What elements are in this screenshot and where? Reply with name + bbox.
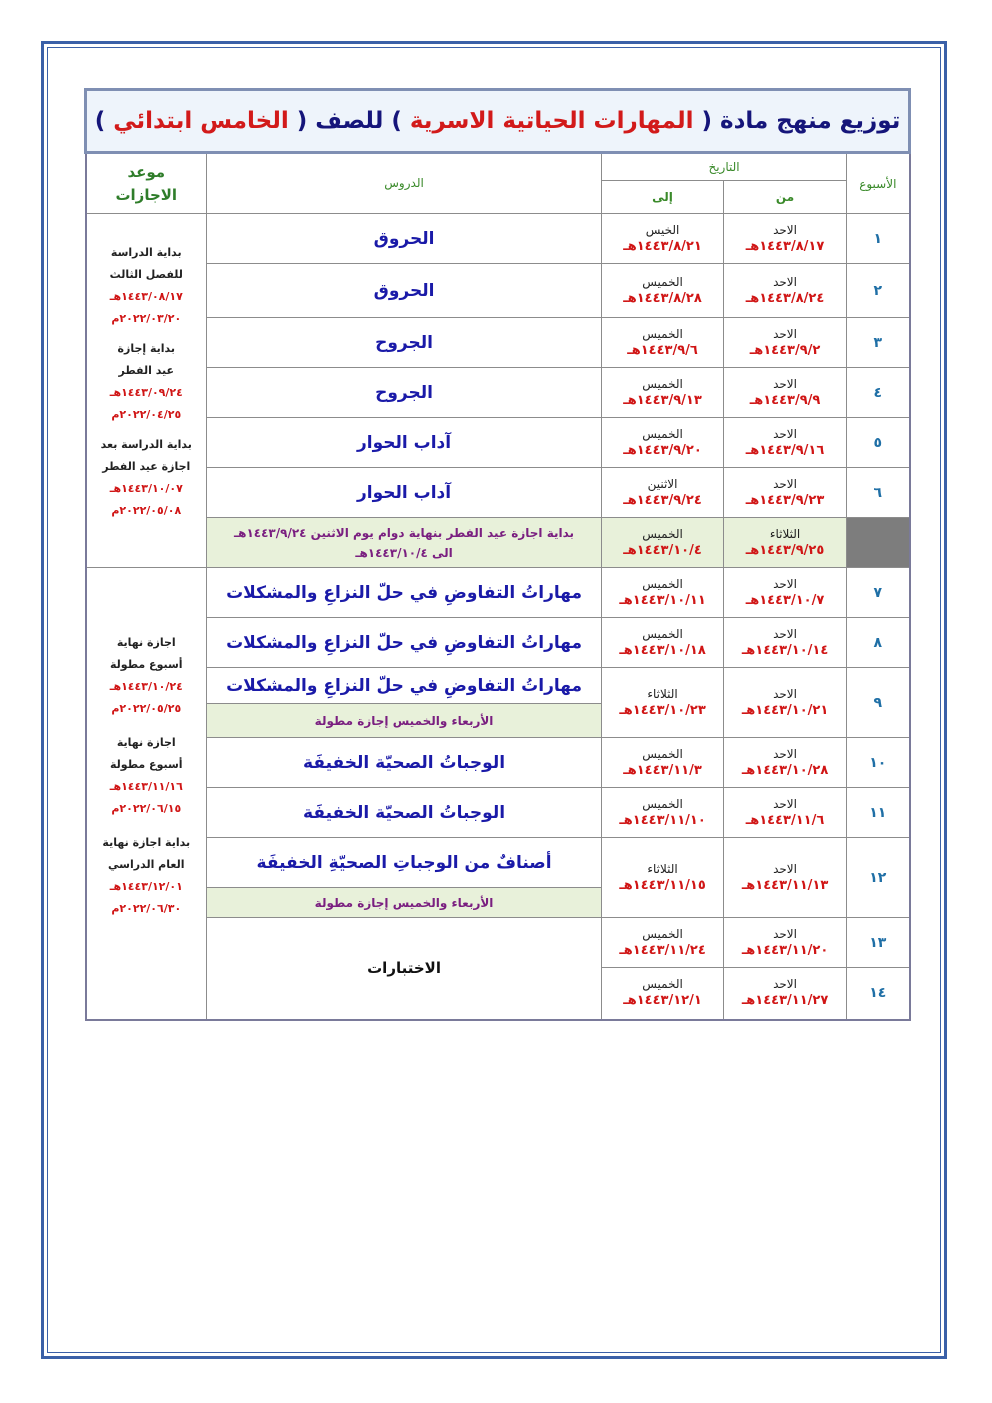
from-day: الاحد: [773, 746, 797, 761]
gray-cell: [847, 518, 910, 568]
vac-date: ٢٠٢٢/٠٣/٢٠م: [111, 312, 182, 325]
from-date: ١٤٤٣/٨/١٧هـ: [745, 238, 825, 254]
from-day: الاحد: [773, 977, 797, 992]
from-day: الاحد: [773, 686, 797, 701]
week-number: ١٢: [847, 838, 910, 918]
to-day: الخميس: [642, 376, 683, 391]
vac-text: أسبوع مطولة: [110, 658, 183, 671]
week-number: ٤: [847, 368, 910, 418]
vac-text: للفصل الثالث: [109, 268, 183, 281]
vac-text: بداية اجازة نهاية: [102, 836, 191, 849]
from-cell: [724, 838, 847, 918]
to-cell: [602, 838, 724, 918]
week-number: ٢: [847, 264, 910, 318]
from-cell: [724, 214, 847, 264]
vac-date: ١٤٤٣/١١/١٦هـ: [109, 780, 183, 793]
table-row: [86, 318, 910, 368]
eid-break-note: [207, 518, 602, 568]
from-date: ١٤٤٣/٩/١٦هـ: [745, 442, 825, 458]
vac-date: ١٤٤٣/٠٩/٢٤هـ: [109, 386, 183, 399]
lesson: الحروق: [207, 214, 602, 264]
to-date: ١٤٤٣/٩/٢٠هـ: [623, 442, 702, 458]
header-vacations-line1: موعد: [127, 162, 166, 181]
eid-break-line2: الى ١٤٤٣/١٠/٤هـ: [355, 545, 453, 560]
curriculum-table-wrapper: [84, 88, 908, 1022]
from-cell: [724, 968, 847, 1020]
to-cell: [602, 418, 724, 468]
week-number: ٣: [847, 318, 910, 368]
vac-date: ١٤٤٣/١٢/٠١هـ: [109, 880, 183, 893]
from-day: الاحد: [773, 926, 797, 941]
vac-date: ٢٠٢٢/٠٥/٢٥م: [111, 702, 182, 715]
to-day: الخميس: [642, 746, 683, 761]
from-date: ١٤٤٣/٨/٢٤هـ: [745, 290, 825, 306]
from-day: الاحد: [773, 274, 797, 289]
header-to: إلى: [602, 181, 724, 214]
header-week: الأسبوع: [847, 153, 910, 214]
from-date: ١٤٤٣/١٠/٢٨هـ: [741, 762, 829, 778]
eid-break-line1: بداية اجازة عيد الفطر بنهاية دوام يوم الاثنين ١٤٤٣/٩/٢٤هـ: [234, 525, 575, 540]
lesson: الوجباتُ الصحيّة الخفيفَة: [207, 738, 602, 788]
from-day: الاحد: [773, 426, 797, 441]
to-day: الخميس: [642, 796, 683, 811]
from-cell: [724, 568, 847, 618]
from-day: الاحد: [773, 796, 797, 811]
vac-date: ١٤٤٣/١٠/٠٧هـ: [109, 482, 183, 495]
lesson: الحروق: [207, 264, 602, 318]
header-vacations-line2: الاجازات: [115, 185, 178, 204]
to-date: ١٤٤٣/١١/٢٤هـ: [619, 942, 706, 958]
table-row: [86, 738, 910, 788]
to-cell: [602, 214, 724, 264]
from-cell: [724, 418, 847, 468]
eid-break-row: [86, 518, 910, 568]
to-day: الخميس: [642, 274, 683, 289]
to-cell: [602, 518, 724, 568]
table-row: [86, 568, 910, 618]
from-day: الاحد: [773, 861, 797, 876]
table-row: [86, 214, 910, 264]
to-date: ١٤٤٣/٨/٢٨هـ: [623, 290, 702, 306]
to-date: ١٤٤٣/٩/٦هـ: [627, 342, 698, 358]
from-date: ١٤٤٣/١٠/٢١هـ: [741, 702, 829, 718]
table-row: [86, 668, 910, 704]
vac-date: ٢٠٢٢/٠٥/٠٨م: [111, 504, 182, 517]
vac-date: ١٤٤٣/١٠/٢٤هـ: [109, 680, 183, 693]
week-number: ١٤: [847, 968, 910, 1020]
vac-text: العام الدراسي: [108, 858, 185, 871]
lesson: الجروح: [207, 318, 602, 368]
to-date: ١٤٤٣/٩/١٣هـ: [623, 392, 702, 408]
to-cell: [602, 618, 724, 668]
from-date: ١٤٤٣/١١/٢٧هـ: [741, 993, 829, 1009]
to-cell: [602, 738, 724, 788]
to-cell: [602, 318, 724, 368]
table-row: [86, 838, 910, 888]
table-row: [86, 618, 910, 668]
from-cell: [724, 788, 847, 838]
vac-text: بداية الدراسة: [110, 246, 182, 259]
week-number: ١: [847, 214, 910, 264]
title-suffix: ): [94, 108, 114, 134]
from-cell: [724, 318, 847, 368]
to-day: الثلاثاء: [647, 686, 678, 701]
vacations-bottom: [86, 568, 207, 1020]
to-cell: [602, 968, 724, 1020]
vacations-top: [86, 214, 207, 568]
from-cell: [724, 264, 847, 318]
header-vacations: [86, 153, 207, 214]
week-number: ٥: [847, 418, 910, 468]
to-date: ١٤٤٣/١١/١٠هـ: [619, 812, 706, 828]
table-row: [86, 418, 910, 468]
from-day: الثلاثاء: [769, 526, 801, 541]
from-day: الاحد: [773, 376, 797, 391]
lesson: مهاراتُ التفاوضِ في حلّ النزاعِ والمشكلات: [207, 618, 602, 668]
to-cell: [602, 368, 724, 418]
to-day: الخميس: [642, 526, 683, 541]
holiday-note: الأربعاء والخميس إجازة مطولة: [207, 888, 602, 918]
to-cell: [602, 918, 724, 968]
vac-text: أسبوع مطولة: [110, 758, 183, 771]
from-cell: [724, 518, 847, 568]
exams-label: الاختبارات: [207, 918, 602, 1020]
vac-text: اجازة عيد الفطر: [102, 460, 191, 473]
from-day: الاحد: [773, 576, 797, 591]
lesson: آداب الحوار: [207, 418, 602, 468]
lesson: الوجباتُ الصحيّة الخفيفَة: [207, 788, 602, 838]
week-number: ١٠: [847, 738, 910, 788]
curriculum-table: [84, 88, 911, 1021]
to-cell: [602, 468, 724, 518]
from-date: ١٤٤٣/١٠/٧هـ: [745, 592, 825, 608]
to-cell: [602, 264, 724, 318]
header-lessons: الدروس: [207, 153, 602, 214]
week-number: ١٣: [847, 918, 910, 968]
vac-date: ٢٠٢٢/٠٤/٢٥م: [111, 408, 182, 421]
to-cell: [602, 668, 724, 738]
from-date: ١٤٤٣/٩/٢٥هـ: [745, 542, 825, 558]
from-day: الاحد: [773, 222, 797, 237]
header-date: التاريخ: [602, 153, 847, 181]
table-row: [86, 468, 910, 518]
from-cell: [724, 368, 847, 418]
from-cell: [724, 738, 847, 788]
to-day: الخميس: [642, 626, 683, 641]
to-cell: [602, 568, 724, 618]
table-row: [86, 368, 910, 418]
lesson: الجروح: [207, 368, 602, 418]
to-date: ١٤٤٣/١٠/٢٣هـ: [619, 702, 706, 718]
vac-date: ١٤٤٣/٠٨/١٧هـ: [109, 290, 183, 303]
vac-text: بداية إجازة: [117, 342, 176, 355]
from-date: ١٤٤٣/١١/٢٠هـ: [741, 942, 829, 958]
vac-text: عيد الفطر: [118, 364, 175, 377]
to-cell: [602, 788, 724, 838]
from-date: ١٤٤٣/٩/٩هـ: [749, 392, 821, 408]
from-cell: [724, 468, 847, 518]
to-date: ١٤٤٣/٨/٢١هـ: [623, 238, 702, 254]
to-date: ١٤٤٣/١٠/١٨هـ: [619, 642, 706, 658]
table-row: [86, 918, 910, 968]
from-date: ١٤٤٣/١٠/١٤هـ: [741, 642, 829, 658]
to-day: الخميس: [642, 326, 683, 341]
week-number: ٩: [847, 668, 910, 738]
vac-text: اجازة نهاية: [116, 636, 176, 649]
to-day: الخميس: [642, 926, 683, 941]
lesson: مهاراتُ التفاوضِ في حلّ النزاعِ والمشكلات: [207, 568, 602, 618]
vac-date: ٢٠٢٢/٠٦/١٥م: [111, 802, 182, 815]
vac-date: ٢٠٢٢/٠٦/٣٠م: [111, 902, 182, 915]
from-cell: [724, 668, 847, 738]
page-title: [86, 90, 910, 153]
from-date: ١٤٤٣/١١/١٣هـ: [741, 877, 829, 893]
table-row: [86, 788, 910, 838]
to-date: ١٤٤٣/١٠/٤هـ: [623, 542, 702, 558]
title-middle: ) للصف (: [288, 108, 410, 134]
header-from: من: [724, 181, 847, 214]
from-date: ١٤٤٣/٩/٢هـ: [749, 342, 821, 358]
week-number: ٧: [847, 568, 910, 618]
to-date: ١٤٤٣/١٠/١١هـ: [619, 592, 706, 608]
vac-text: بداية الدراسة بعد: [100, 438, 192, 451]
lesson: آداب الحوار: [207, 468, 602, 518]
to-day: الخميس: [642, 977, 683, 992]
to-day: الخيس: [645, 222, 680, 237]
lesson: مهاراتُ التفاوضِ في حلّ النزاعِ والمشكلات: [207, 668, 602, 704]
to-day: الاثنين: [647, 476, 678, 491]
title-prefix: توزيع منهج مادة (: [693, 108, 901, 134]
from-date: ١٤٤٣/٩/٢٣هـ: [745, 492, 825, 508]
to-date: ١٤٤٣/١٢/١هـ: [623, 993, 702, 1009]
to-date: ١٤٤٣/٩/٢٤هـ: [623, 492, 702, 508]
lesson: أصنافٌ من الوجباتِ الصحيّةِ الخفيفَة: [207, 838, 602, 888]
from-day: الاحد: [773, 326, 797, 341]
week-number: ١١: [847, 788, 910, 838]
title-grade: الخامس ابتدائي: [113, 108, 289, 134]
from-cell: [724, 618, 847, 668]
title-subject: المهارات الحياتية الاسرية: [409, 108, 694, 134]
holiday-note: الأربعاء والخميس إجازة مطولة: [207, 704, 602, 738]
from-day: الاحد: [773, 476, 797, 491]
table-row: [86, 264, 910, 318]
vac-text: اجازة نهاية: [116, 736, 176, 749]
week-number: ٦: [847, 468, 910, 518]
to-day: الخميس: [642, 426, 683, 441]
to-date: ١٤٤٣/١١/٣هـ: [623, 762, 702, 778]
from-date: ١٤٤٣/١١/٦هـ: [745, 812, 825, 828]
to-day: الخميس: [642, 576, 683, 591]
to-day: الثلاثاء: [647, 861, 678, 876]
week-number: ٨: [847, 618, 910, 668]
from-day: الاحد: [773, 626, 797, 641]
to-date: ١٤٤٣/١١/١٥هـ: [619, 877, 706, 893]
from-cell: [724, 918, 847, 968]
